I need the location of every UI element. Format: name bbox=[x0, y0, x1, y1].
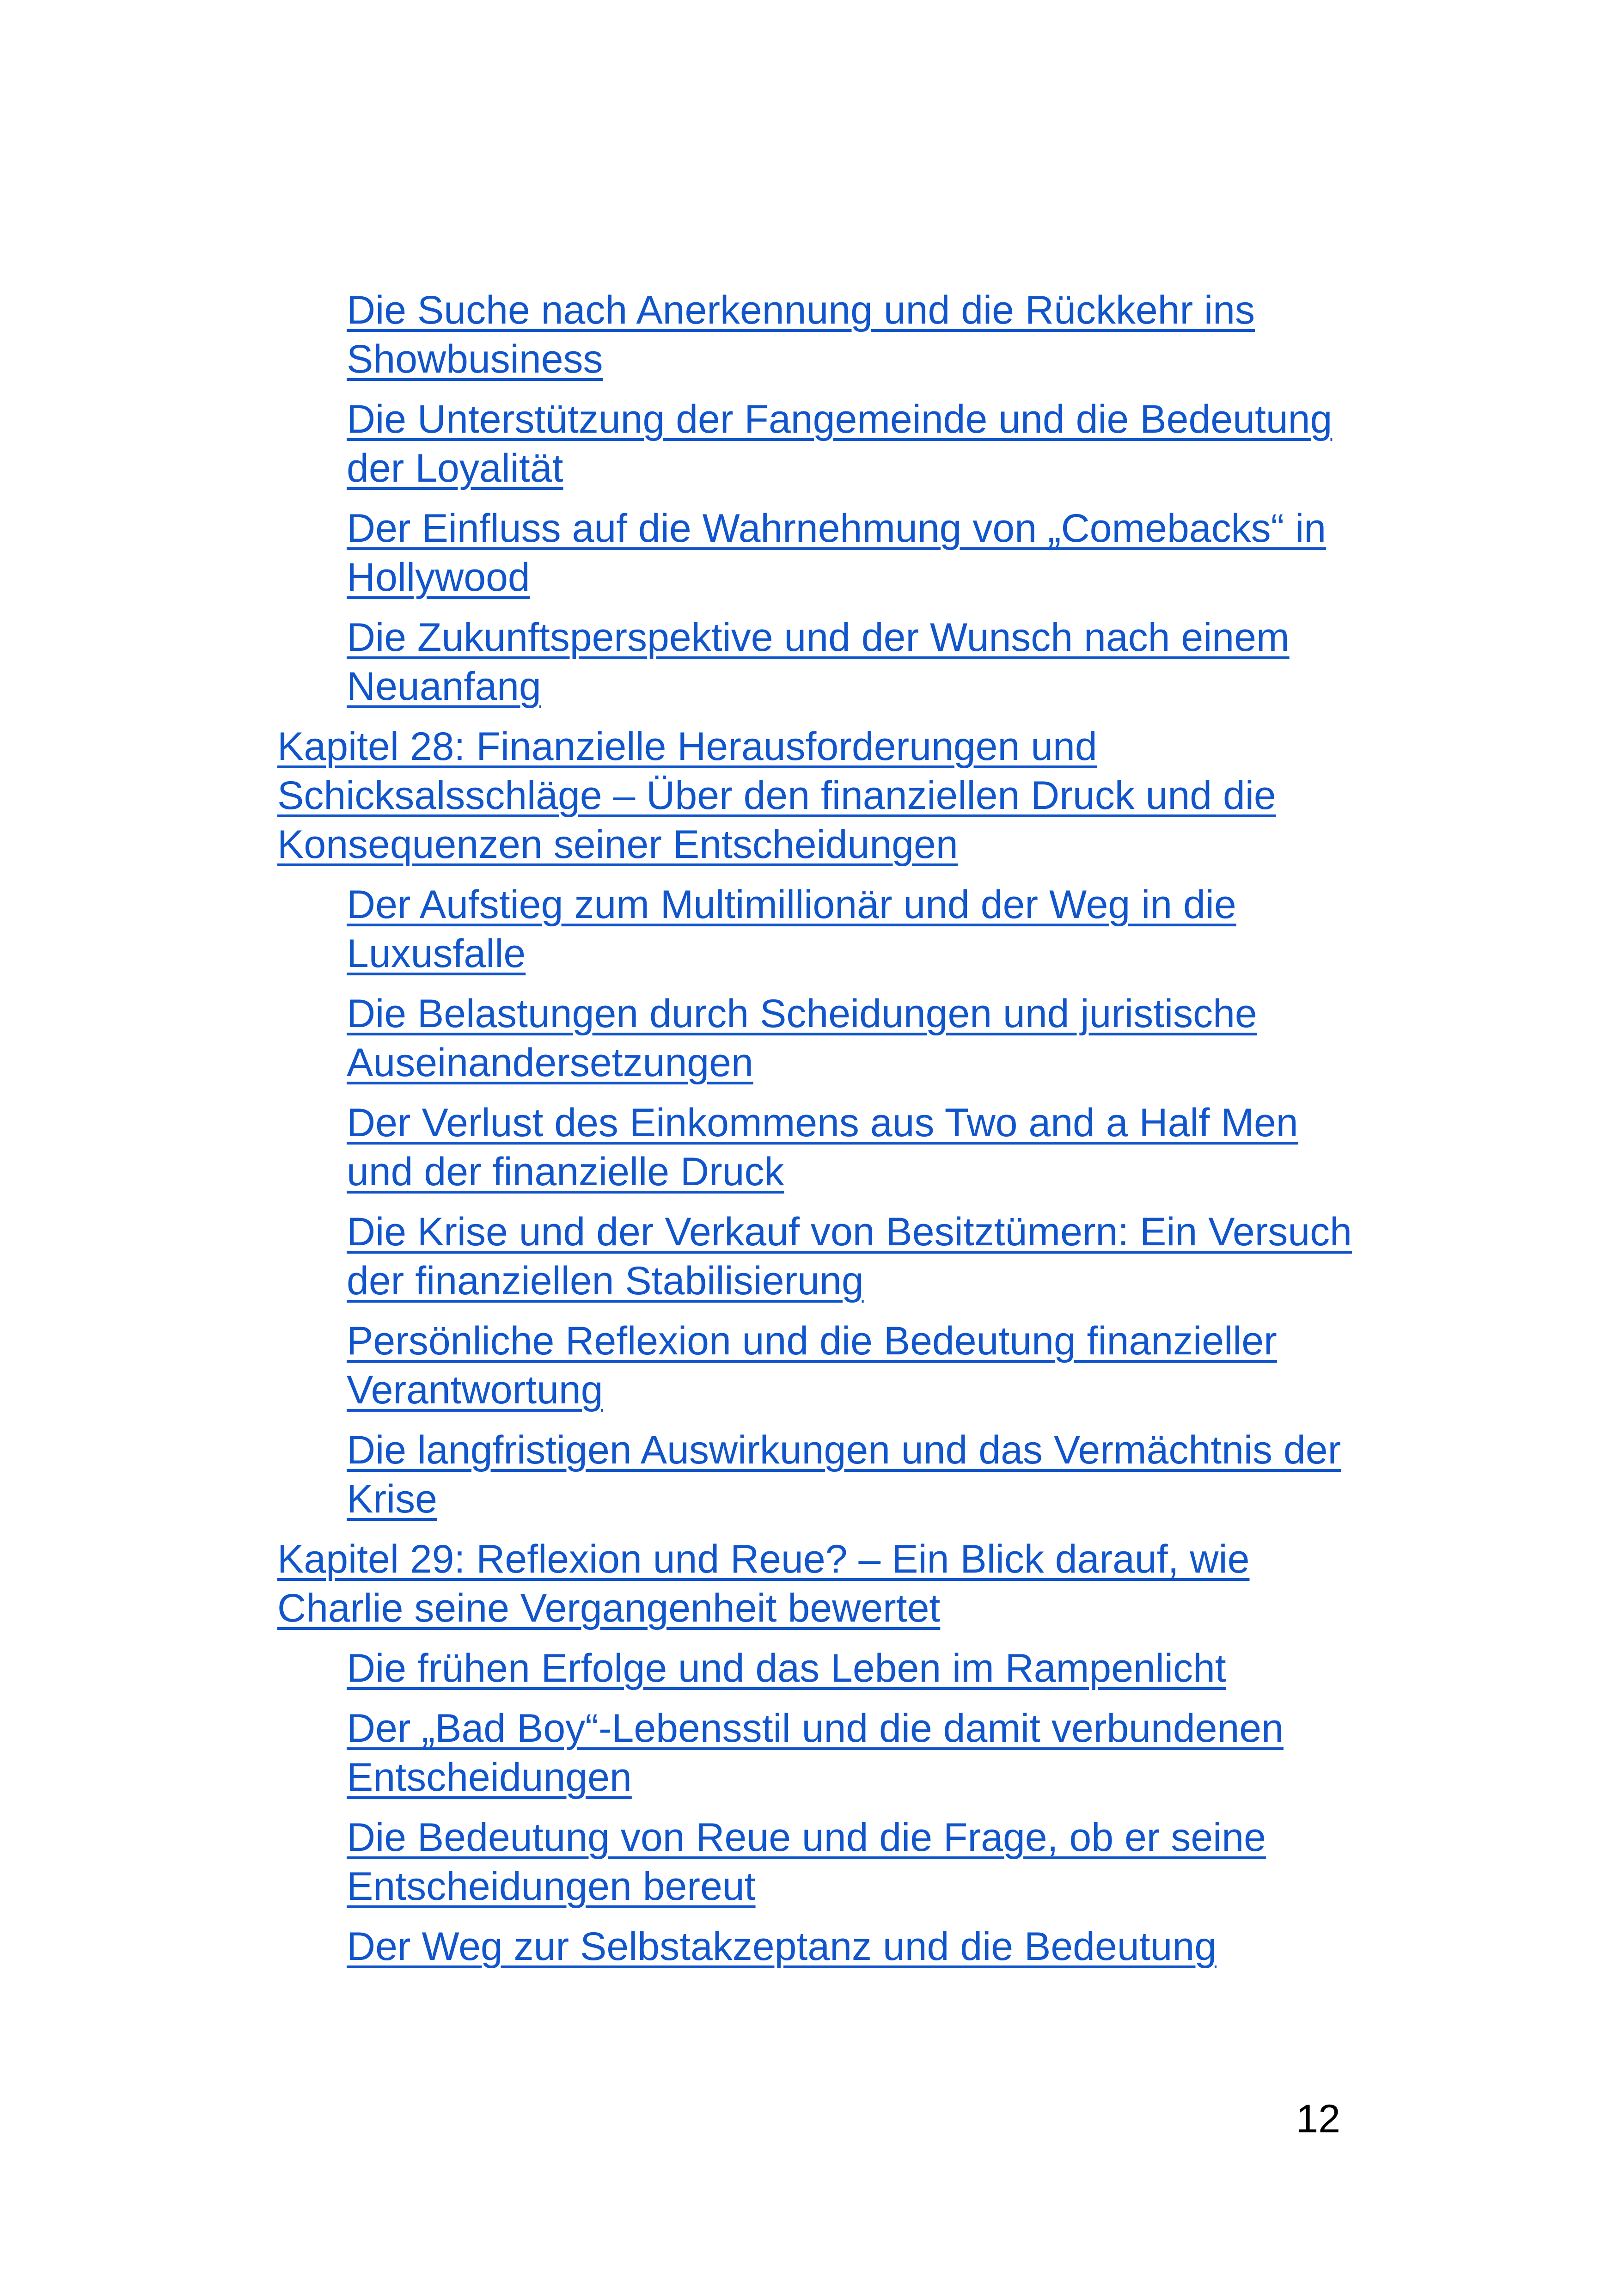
toc-entry[interactable]: Die frühen Erfolge und das Leben im Rampenlicht bbox=[347, 1646, 1226, 1690]
toc-entry[interactable]: Die Unterstützung der Fangemeinde und die Bedeutung der Loyalität bbox=[347, 397, 1333, 490]
table-of-contents bbox=[277, 286, 1354, 1982]
page-number: 12 bbox=[1296, 2097, 1340, 2141]
toc-entry[interactable]: Die Zukunftsperspektive und der Wunsch nach einem Neuanfang bbox=[347, 615, 1290, 709]
toc-entry[interactable]: Der Einfluss auf die Wahrnehmung von „Comebacks“ in Hollywood bbox=[347, 506, 1327, 600]
toc-entry[interactable]: Die Bedeutung von Reue und die Frage, ob er seine Entscheidungen bereut bbox=[347, 1815, 1266, 1909]
toc-entry[interactable]: Die Krise und der Verkauf von Besitztümern: Ein Versuch der finanziellen Stabilisierung bbox=[347, 1210, 1352, 1303]
toc-entry[interactable]: Der Weg zur Selbstakzeptanz und die Bedeutung bbox=[347, 1924, 1217, 1969]
toc-entry[interactable]: Die langfristigen Auswirkungen und das Vermächtnis der Krise bbox=[347, 1428, 1341, 1521]
toc-entry[interactable]: Die Suche nach Anerkennung und die Rückkehr ins Showbusiness bbox=[347, 288, 1255, 381]
toc-entry[interactable]: Die Belastungen durch Scheidungen und juristische Auseinandersetzungen bbox=[347, 992, 1257, 1085]
toc-entry[interactable]: Der „Bad Boy“-Lebensstil und die damit verbundenen Entscheidungen bbox=[347, 1706, 1284, 1800]
toc-entry[interactable]: Der Verlust des Einkommens aus Two and a Half Men und der finanzielle Druck bbox=[347, 1101, 1298, 1194]
toc-chapter-entry[interactable]: Kapitel 29: Reflexion und Reue? – Ein Blick darauf, wie Charlie seine Vergangenheit bewertet bbox=[277, 1537, 1250, 1630]
toc-entry[interactable]: Der Aufstieg zum Multimillionär und der Weg in die Luxusfalle bbox=[347, 882, 1236, 976]
toc-entry[interactable]: Persönliche Reflexion und die Bedeutung finanzieller Verantwortung bbox=[347, 1319, 1277, 1412]
toc-chapter-entry[interactable]: Kapitel 28: Finanzielle Herausforderungen und Schicksalsschläge – Über den finanziellen Druck und die Konsequenzen seiner Entscheidungen bbox=[277, 724, 1276, 867]
